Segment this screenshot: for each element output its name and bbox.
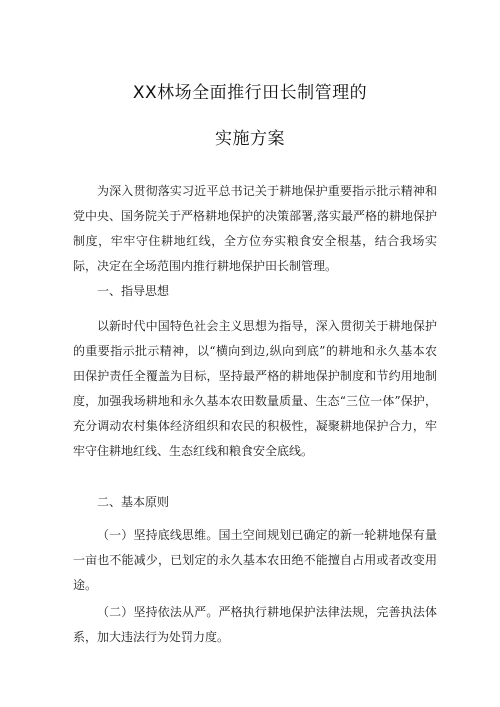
document-title-line2: 实施方案 (215, 129, 285, 149)
document-title-line1: XX林场全面推行田长制管理的 (132, 83, 368, 103)
intro-text: 为深入贯彻落实习近平总书记关于耕地保护重要指示批示精神和党中央、国务院关于严格耕地保护的决策部署,落实最严格的耕地保护制度，牢牢守住耕地红线，全方位夯实粮食安全根基，结合我场实际，决定在全场范围内推行耕地保护田长制管理。 (73, 184, 437, 273)
section1-heading: 一、指导思想 (97, 284, 170, 298)
principle2-paragraph (73, 600, 437, 650)
section1-paragraph (73, 314, 437, 464)
principle2-text: （二）坚持依法从严。严格执行耕地保护法律法规，完善执法体系，加大违法行为处罚力度。 (73, 605, 437, 644)
principle1-text: （一）坚持底线思维。国土空间规划已确定的新一轮耕地保有量一亩也不能减少，已划定的永久基本农田绝不能擅自占用或者改变用途。 (73, 528, 437, 592)
principle1-paragraph (73, 523, 437, 598)
section2-heading: 二、基本原则 (97, 495, 170, 509)
intro-paragraph (73, 179, 437, 279)
section1-text: 以新时代中国特色社会主义思想为指导，深入贯彻关于耕地保护的重要指示批示精神，以“横向到边,纵向到底”的耕地和永久基本农田保护责任全覆盖为目标，坚持最严格的耕地保护制度和节约用地制度，加强我场耕地和永久基本农田数量质量、生态“三位一体”保护，充分调动农村集体经济组织和农民的积极性，凝聚耕地保护合力，牢牢守住耕地红线、生态红线和粮食安全底线。 (73, 319, 437, 458)
